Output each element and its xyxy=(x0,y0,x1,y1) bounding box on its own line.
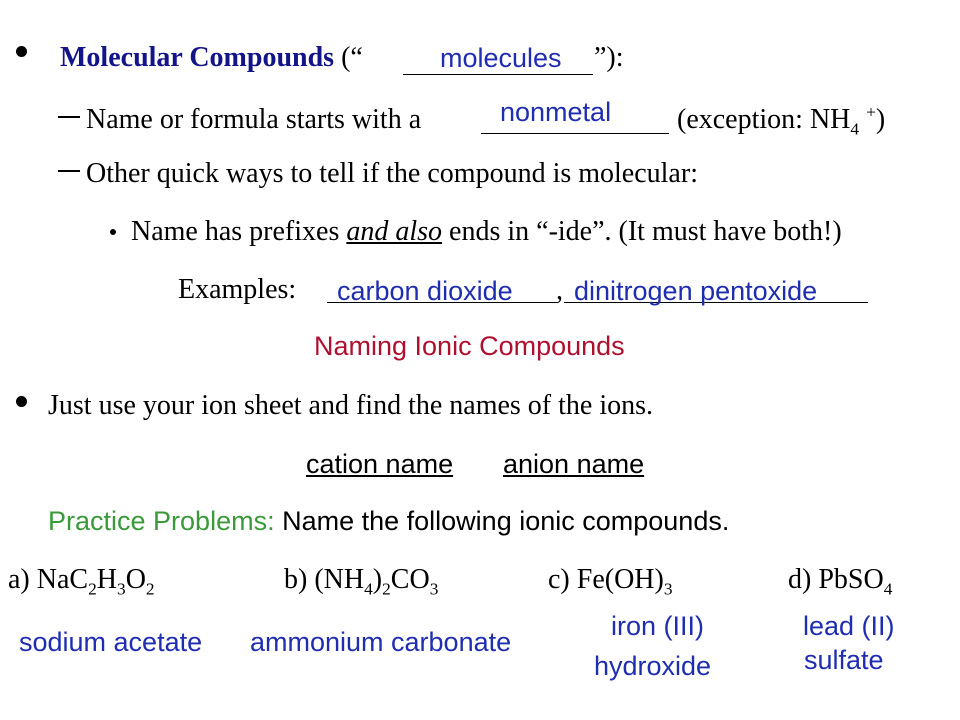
exception-close: ) xyxy=(875,104,886,135)
prefix-rule-emphasis: and also xyxy=(346,216,443,247)
molecular-heading-line xyxy=(60,44,363,72)
example-carbon-dioxide: carbon dioxide xyxy=(337,276,513,306)
close-quote: ”): xyxy=(594,42,624,73)
problem-d xyxy=(788,564,893,599)
answer-c-line1: iron (III) xyxy=(611,611,705,641)
dash-marker xyxy=(58,170,80,172)
prefix-rule-text xyxy=(131,218,842,246)
example-comma: , xyxy=(556,275,563,306)
blank-nonmetal xyxy=(481,133,669,134)
problem-a-part: O xyxy=(125,564,146,595)
sub: 2 xyxy=(88,579,97,599)
problem-b-part: ) xyxy=(372,564,383,595)
exception-label: (exception: NH xyxy=(677,104,851,135)
problem-a-part: H xyxy=(96,564,117,595)
answer-nonmetal: nonmetal xyxy=(500,97,612,127)
sub: 3 xyxy=(117,579,126,599)
prefix-rule-pre: Name has prefixes xyxy=(131,216,340,247)
problem-a-prefix: a) NaC xyxy=(8,564,89,595)
anion-name: anion name xyxy=(503,449,645,479)
answer-d-line1: lead (II) xyxy=(803,611,895,641)
sub: 3 xyxy=(663,579,673,599)
molecular-heading: Molecular Compounds xyxy=(60,42,335,73)
answer-a: sodium acetate xyxy=(19,627,203,657)
nh4-superscript: + xyxy=(866,102,876,122)
ion-sheet-text: Just use your ion sheet and find the names of the ions. xyxy=(48,390,654,421)
sub: 4 xyxy=(364,579,373,599)
problem-b-prefix: b) (NH xyxy=(284,564,365,595)
problem-d-prefix: d) PbSO xyxy=(788,564,884,595)
practice-label: Practice Problems: xyxy=(48,506,275,536)
blank-molecules xyxy=(403,74,593,75)
quick-ways-text: Other quick ways to tell if the compound is molecular: xyxy=(86,158,698,189)
nh4-subscript: 4 xyxy=(850,119,860,139)
answer-b: ammonium carbonate xyxy=(250,627,512,657)
examples-label: Examples: xyxy=(178,274,297,305)
sub-bullet-dot xyxy=(110,229,116,235)
nonmetal-line-text: Name or formula starts with a xyxy=(86,104,422,135)
problem-b-part: CO xyxy=(390,564,430,595)
sub: 4 xyxy=(883,579,893,599)
answer-d-line2: sulfate xyxy=(804,645,884,675)
sub: 2 xyxy=(145,579,155,599)
problem-c-prefix: c) Fe(OH) xyxy=(548,564,664,595)
problem-a xyxy=(8,564,155,599)
dash-marker xyxy=(58,116,80,118)
sub: 2 xyxy=(382,579,391,599)
bullet-dot xyxy=(16,46,27,57)
sub: 3 xyxy=(429,579,439,599)
prefix-rule-post: ends in “-ide”. (It must have both!) xyxy=(449,216,842,247)
answer-molecules: molecules xyxy=(440,43,562,73)
exception-text xyxy=(677,102,886,139)
ionic-title: Naming Ionic Compounds xyxy=(314,331,625,361)
bullet-dot xyxy=(16,396,27,407)
example-dinitrogen-pentoxide: dinitrogen pentoxide xyxy=(574,276,818,306)
problem-c xyxy=(548,564,673,599)
answer-c-line2: hydroxide xyxy=(594,651,712,681)
cation-name: cation name xyxy=(306,449,454,479)
problem-b xyxy=(284,564,439,599)
open-quote: (“ xyxy=(341,42,363,73)
practice-text: Name the following ionic compounds. xyxy=(282,506,730,536)
practice-line xyxy=(48,508,729,535)
